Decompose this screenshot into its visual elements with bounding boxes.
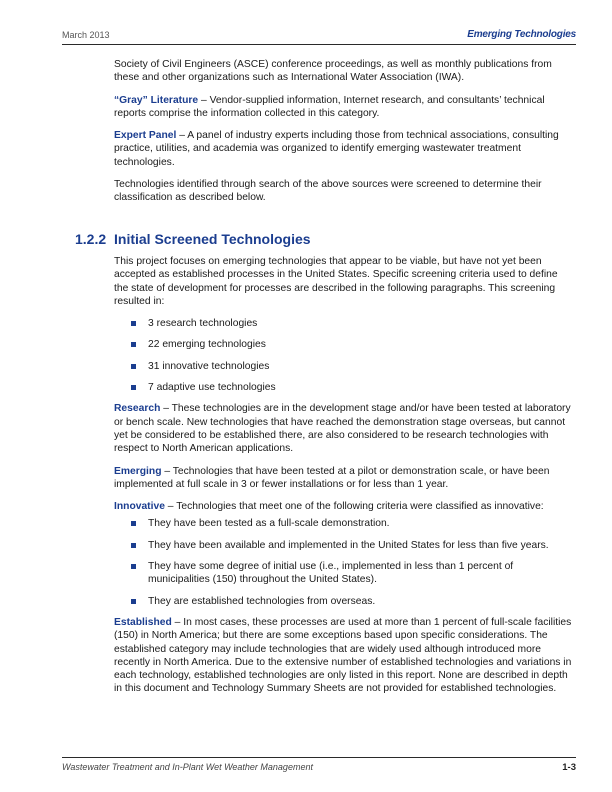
results-list <box>114 317 574 394</box>
expert-panel-text: – A panel of industry experts including those from technical associations, consulting practice, utilities, and academia was organized to identify emerging wastewater treatment technologies. <box>114 130 559 168</box>
footer-document-title: Wastewater Treatment and In-Plant Wet Weather Management <box>62 762 313 772</box>
gray-literature-text: – Vendor-supplied information, Internet research, and consultants’ technical reports comprise the information collected in this category. <box>114 94 545 119</box>
page-footer <box>62 757 576 778</box>
section-body <box>114 255 574 705</box>
list-item: They are established technologies from overseas. <box>130 595 574 608</box>
header-date: March 2013 <box>62 30 110 40</box>
research-paragraph <box>114 402 574 455</box>
gray-literature-term: “Gray” Literature <box>114 94 199 106</box>
bullet-icon <box>131 564 136 569</box>
list-item: They have been available and implemented in the United States for less than five years. <box>130 539 574 552</box>
innovative-term: Innovative <box>114 501 165 513</box>
list-item: 22 emerging technologies <box>130 338 574 351</box>
intro-section <box>114 58 574 214</box>
established-text: – In most cases, these processes are used at more than 1 percent of full-scale facilities (150) in North America; but there are some exceptions based upon specific considerations. The established category may include technologies that are widely used although introduced more recently in North America. Due to the extensive number of established technologies and variations in each technology, established technologies are only listed in this report. None are described in depth in this document and Technology Summary Sheets are not provided for established technologies. <box>114 616 572 695</box>
bullet-icon <box>131 543 136 548</box>
list-item: 7 adaptive use technologies <box>130 381 574 394</box>
list-item: They have some degree of initial use (i.e., implemented in less than 1 percent of municipalities (150) throughout the United States). <box>130 560 574 587</box>
criteria-list <box>114 517 574 607</box>
bullet-icon <box>131 321 136 326</box>
intro-paragraph: Society of Civil Engineers (ASCE) conference proceedings, as well as monthly publications from these and other organizations such as International Water Association (IWA). <box>114 59 552 84</box>
section-title: Initial Screened Technologies <box>114 231 311 247</box>
bullet-icon <box>131 599 136 604</box>
established-term: Established <box>114 616 172 628</box>
page-header <box>62 28 576 45</box>
bullet-icon <box>131 364 136 369</box>
expert-panel-term: Expert Panel <box>114 130 177 142</box>
research-text: – These technologies are in the development stage and/or have been tested at laboratory or bench scale. New technologies that have reached the demonstration stage overseas, but cannot yet be considered to be established there, are also considered to be research technologies with respect to North American applications. <box>114 403 571 455</box>
research-term: Research <box>114 403 161 415</box>
section-heading <box>75 231 311 247</box>
bullet-icon <box>131 521 136 526</box>
bullet-icon <box>131 342 136 347</box>
emerging-paragraph <box>114 465 574 492</box>
bullet-icon <box>131 385 136 390</box>
innovative-paragraph <box>114 500 574 513</box>
emerging-term: Emerging <box>114 465 162 477</box>
gray-literature-paragraph <box>114 94 574 121</box>
expert-panel-paragraph <box>114 129 574 169</box>
header-title: Emerging Technologies <box>467 29 576 40</box>
section-number: 1.2.2 <box>75 231 107 247</box>
innovative-text: – Technologies that meet one of the following criteria were classified as innovative: <box>164 501 544 513</box>
established-paragraph <box>114 616 574 696</box>
list-item: They have been tested as a full-scale demonstration. <box>130 517 574 530</box>
screening-paragraph: Technologies identified through search of the above sources were screened to determine their classification as described below. <box>114 179 542 204</box>
list-item: 3 research technologies <box>130 317 574 330</box>
page-number: 1-3 <box>562 762 576 773</box>
list-item: 31 innovative technologies <box>130 360 574 373</box>
focus-paragraph: This project focuses on emerging technologies that appear to be viable, but have not yet been accepted as established processes in the United States. Specific screening criteria used to define the state of development for processes are described in the following paragraphs. This screening resulted in: <box>114 256 558 307</box>
emerging-text: – Technologies that have been tested at a pilot or demonstration scale, or have been implemented at full scale in 3 or fewer installations or for less than 1 year. <box>114 465 550 490</box>
